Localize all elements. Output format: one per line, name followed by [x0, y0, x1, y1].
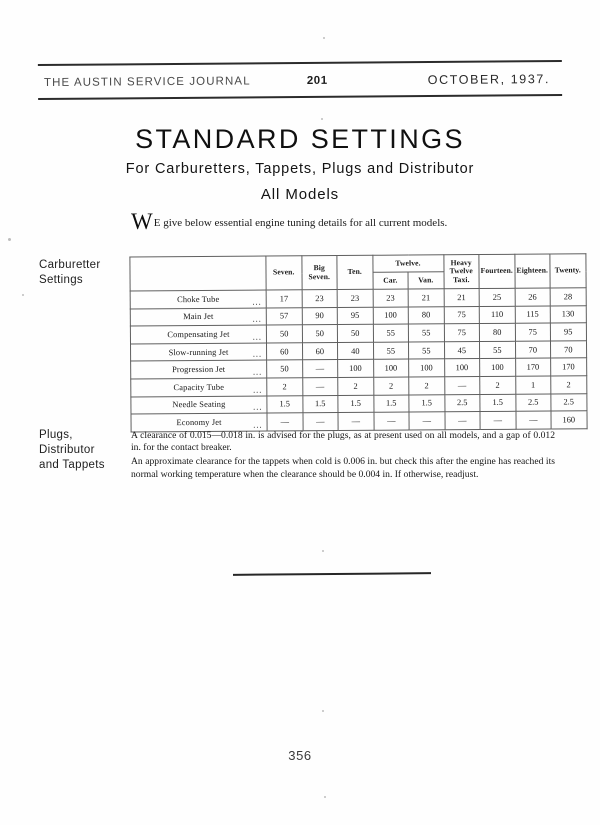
col-header-big-seven — [301, 256, 337, 290]
page-models-line: All Models — [260, 186, 340, 203]
table-cell: 130 — [550, 305, 586, 323]
col-header-ten: Ten. — [337, 255, 373, 289]
table-cell: 50 — [266, 325, 302, 343]
col-header-eighteen: Eighteen. — [514, 254, 550, 288]
table-cell: 2 — [409, 377, 445, 395]
table-cell: 28 — [550, 288, 586, 306]
table-cell: — — [445, 412, 481, 430]
table-cell: 110 — [479, 306, 515, 324]
body-paragraph-tappets: An approximate clearance for the tappets when cold is 0.006 in. but check this after the engine has reached its normal working temperature when the clearance should be 0.004 in. If otherwise, readjust. — [131, 456, 555, 480]
table-row-label — [130, 325, 266, 344]
page-masthead — [38, 60, 562, 102]
table-cell: 2.5 — [444, 394, 480, 412]
table-cell: 21 — [444, 289, 480, 307]
table-cell: 2 — [267, 378, 303, 396]
table-cell: 17 — [266, 290, 302, 308]
side-label-carburetter-line1: Carburetter — [39, 259, 101, 271]
scan-speck — [322, 550, 324, 552]
table-cell: 80 — [479, 323, 515, 341]
carburetter-settings-table — [129, 253, 587, 432]
leader-dots: ... — [253, 402, 263, 412]
table-cell: 50 — [267, 360, 303, 378]
table-row — [131, 411, 587, 432]
leader-dots: ... — [252, 297, 262, 307]
table-cell: 60 — [266, 343, 302, 361]
table-cell: 1.5 — [480, 394, 516, 412]
masthead-rule-top — [38, 60, 562, 66]
table-cell: 2 — [338, 377, 374, 395]
leader-dots: ... — [252, 332, 262, 342]
page-subtitle: For Carburetters, Tappets, Plugs and Distributor — [125, 161, 475, 177]
table-cell: — — [373, 412, 409, 430]
leader-dots: ... — [252, 349, 263, 359]
table-cell: 21 — [408, 289, 444, 307]
table-cell: 1.5 — [409, 394, 445, 412]
table-cell: 60 — [302, 342, 338, 360]
col-header-twenty: Twenty. — [550, 254, 586, 288]
table-cell: 55 — [373, 324, 409, 342]
col-header-heavy-line1: Heavy — [450, 257, 472, 267]
table-cell: 115 — [515, 306, 551, 324]
table-row-label — [131, 378, 267, 397]
table-cell: 100 — [373, 359, 409, 377]
col-header-fourteen: Fourteen. — [479, 254, 515, 288]
intro-paragraph — [131, 209, 551, 234]
table-cell: 90 — [302, 307, 338, 325]
table-cell: 1.5 — [302, 395, 338, 413]
body-paragraph-plugs: A clearance of 0.015—0.018 in. is advised for the plugs, as at present used on all models, and a gap of 0.012 in. for the contact breaker. — [131, 430, 555, 454]
table-cell: 50 — [302, 325, 338, 343]
table-cell: 2.5 — [551, 393, 587, 411]
scan-speck — [321, 118, 323, 120]
col-header-big-seven-line2: Seven. — [308, 271, 331, 281]
table-cell: 57 — [266, 307, 302, 325]
side-label-plugs-line2: Distributor — [39, 444, 95, 456]
table-cell: 1.5 — [267, 395, 303, 413]
body-text-block — [131, 430, 555, 482]
table-row-label-text: Main Jet — [183, 312, 214, 322]
table-cell: 55 — [408, 324, 444, 342]
col-header-heavy-line2: Twelve — [449, 266, 473, 276]
table-cell: — — [267, 413, 303, 431]
table-cell: 75 — [515, 323, 551, 341]
carburetter-settings-table-wrapper — [129, 254, 581, 433]
table-cell: 1.5 — [373, 395, 409, 413]
table-cell: 26 — [515, 288, 551, 306]
table-cell: — — [444, 376, 480, 394]
table-row-label — [131, 413, 267, 432]
table-row-label-text: Progression Jet — [172, 364, 226, 375]
table-cell: 45 — [444, 341, 480, 359]
table-cell: 55 — [373, 342, 409, 360]
table-cell: — — [302, 360, 338, 378]
col-header-seven: Seven. — [266, 256, 302, 290]
table-cell: 95 — [550, 323, 586, 341]
table-cell: 23 — [373, 289, 409, 307]
table-cell: 2 — [373, 377, 409, 395]
table-row-label-text: Slow-running Jet — [168, 347, 229, 357]
table-cell: — — [302, 377, 338, 395]
scan-speck — [322, 710, 324, 712]
col-header-heavy-twelve-taxi — [443, 255, 479, 289]
scan-speck — [324, 796, 326, 798]
table-cell: 1.5 — [338, 395, 374, 413]
table-row-label — [130, 308, 266, 327]
table-cell: 55 — [480, 341, 516, 359]
intro-text: E give below essential engine tuning details for all current models. — [153, 217, 448, 229]
scan-speck — [323, 37, 325, 39]
table-corner-cell — [130, 256, 266, 291]
col-header-big-seven-line1: Big — [313, 263, 325, 273]
table-cell: 100 — [409, 359, 445, 377]
table-row-label — [130, 290, 266, 309]
table-cell: — — [480, 411, 516, 429]
table-cell: 70 — [551, 341, 587, 359]
issue-date: OCTOBER, 1937. — [427, 72, 551, 87]
table-cell: 2.5 — [515, 394, 551, 412]
table-cell: — — [338, 412, 374, 430]
table-cell: 75 — [444, 324, 480, 342]
side-label-plugs-line3: and Tappets — [39, 459, 105, 471]
issue-number: 201 — [306, 74, 328, 87]
table-cell: 2 — [480, 376, 516, 394]
table-row-label — [131, 360, 267, 379]
leader-dots: ... — [252, 314, 262, 324]
table-cell: — — [409, 412, 445, 430]
table-cell: 100 — [373, 307, 409, 325]
table-cell: 25 — [479, 288, 515, 306]
table-cell: 160 — [551, 411, 587, 429]
page-folio-number: 356 — [288, 748, 312, 763]
table-header-row-groups — [130, 254, 586, 274]
table-row-label-text: Capacity Tube — [173, 382, 225, 392]
table-cell: 80 — [408, 306, 444, 324]
table-cell: 55 — [408, 342, 444, 360]
side-label-plugs-distributor-tappets — [39, 428, 131, 473]
table-cell: 100 — [338, 360, 374, 378]
table-row-label-text: Needle Seating — [172, 400, 226, 410]
col-header-heavy-line3: Taxi. — [453, 274, 470, 285]
table-row-label-text: Choke Tube — [177, 294, 220, 304]
table-cell: 23 — [302, 290, 338, 308]
section-divider-rule — [233, 572, 431, 576]
leader-dots: ... — [252, 367, 263, 377]
table-cell: 2 — [551, 376, 587, 394]
table-cell: 75 — [444, 306, 480, 324]
table-cell: — — [515, 411, 551, 429]
table-cell: 50 — [337, 324, 373, 342]
side-label-carburetter-line2: Settings — [39, 274, 83, 286]
table-body — [130, 288, 586, 432]
table-row-label-text: Economy Jet — [176, 417, 222, 428]
table-row-label-text: Compensating Jet — [167, 329, 230, 340]
table-cell: 23 — [337, 289, 373, 307]
page-title: STANDARD SETTINGS — [135, 124, 465, 154]
table-row-label — [131, 396, 267, 415]
table-cell: 100 — [480, 359, 516, 377]
table-row-label — [131, 343, 267, 362]
table-cell: 170 — [515, 358, 551, 376]
table-cell: 40 — [337, 342, 373, 360]
table-cell: 170 — [551, 358, 587, 376]
col-group-header-twelve: Twelve. — [372, 255, 443, 272]
table-cell: 1 — [515, 376, 551, 394]
scan-speck — [8, 238, 11, 241]
table-cell: 95 — [337, 307, 373, 325]
col-header-twelve-van: Van. — [408, 272, 444, 289]
col-header-twelve-car: Car. — [373, 272, 409, 289]
table-header — [130, 254, 586, 291]
side-label-carburetter-settings — [39, 258, 131, 288]
table-cell: 100 — [444, 359, 480, 377]
scan-speck — [22, 294, 24, 296]
leader-dots: ... — [253, 385, 263, 395]
side-label-plugs-line1: Plugs, — [39, 429, 73, 441]
publication-title: THE AUSTIN SERVICE JOURNAL — [43, 75, 251, 90]
table-cell: 70 — [515, 341, 551, 359]
table-cell: — — [302, 413, 338, 431]
drop-cap-letter: W — [131, 209, 153, 234]
leader-dots: ... — [253, 420, 263, 430]
